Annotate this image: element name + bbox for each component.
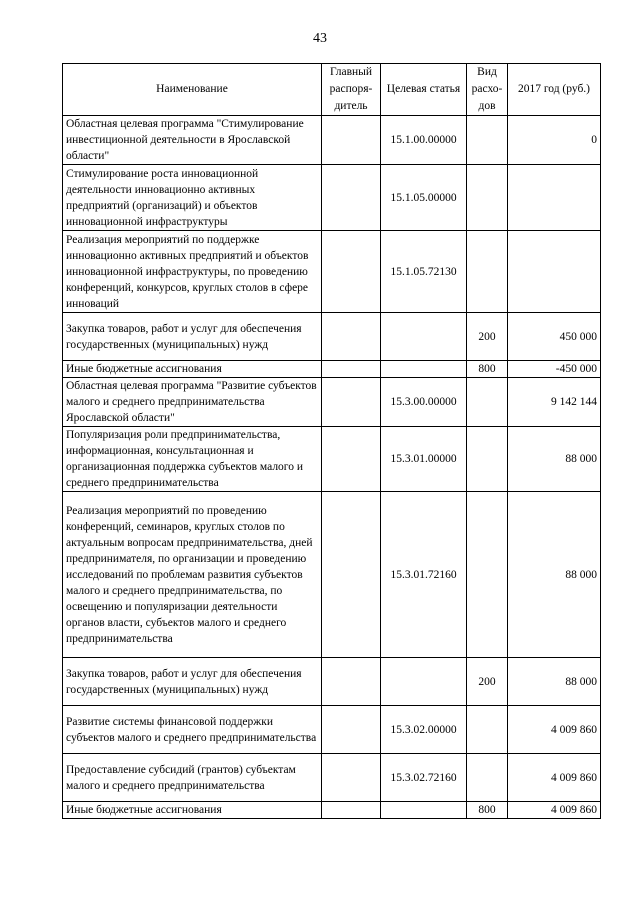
cell-code: 15.3.02.72160 [381,754,467,802]
cell-name: Реализация мероприятий по поддержке инновационно активных предприятий и объектов инновационной инфраструктуры, по проведению конференций, конкурсов, круглых столов в сфере инноваций [63,231,322,313]
cell-type [467,378,508,427]
cell-name: Закупка товаров, работ и услуг для обеспечения государственных (муниципальных) нужд [63,658,322,706]
header-admin: Главный распоря-дитель [322,64,381,116]
cell-code [381,658,467,706]
cell-type [467,706,508,754]
cell-amount: 88 000 [508,658,601,706]
cell-name: Областная целевая программа "Стимулирование инвестиционной деятельности в Ярославской области" [63,116,322,165]
header-code: Целевая статья [381,64,467,116]
cell-amount: 450 000 [508,313,601,361]
cell-type [467,754,508,802]
table-row [63,427,601,492]
cell-code: 15.1.00.00000 [381,116,467,165]
cell-amount: 4 009 860 [508,754,601,802]
cell-name: Иные бюджетные ассигнования [63,802,322,819]
cell-amount: 88 000 [508,492,601,658]
cell-amount: 88 000 [508,427,601,492]
cell-code: 15.3.01.00000 [381,427,467,492]
cell-code: 15.3.01.72160 [381,492,467,658]
cell-name: Областная целевая программа "Развитие субъектов малого и среднего предпринимательства Ярославской области" [63,378,322,427]
cell-type [467,231,508,313]
cell-admin [322,802,381,819]
cell-admin [322,165,381,231]
table-row [63,492,601,658]
cell-amount [508,165,601,231]
cell-amount: 0 [508,116,601,165]
budget-table [62,63,601,819]
cell-type [467,492,508,658]
cell-name: Реализация мероприятий по проведению конференций, семинаров, круглых столов по актуальным вопросам предпринимательства, дней предпринимателя, по организации и проведению исследований по проблемам развития субъектов малого и среднего предпринимательства, по освещению и популяризации деятельности органов власти, субъектов малого и среднего предпринимательства [63,492,322,658]
cell-code [381,313,467,361]
cell-type [467,116,508,165]
cell-type: 200 [467,658,508,706]
table-row [63,754,601,802]
table-row [63,116,601,165]
cell-name: Предоставление субсидий (грантов) субъектам малого и среднего предпринимательства [63,754,322,802]
cell-amount: 9 142 144 [508,378,601,427]
cell-amount: 4 009 860 [508,802,601,819]
header-type: Вид расхо-дов [467,64,508,116]
table-row [63,313,601,361]
cell-type [467,165,508,231]
table-row [63,706,601,754]
cell-admin [322,658,381,706]
cell-name: Иные бюджетные ассигнования [63,361,322,378]
table-row [63,802,601,819]
cell-amount: -450 000 [508,361,601,378]
cell-type: 800 [467,802,508,819]
cell-code: 15.1.05.72130 [381,231,467,313]
cell-amount [508,231,601,313]
cell-admin [322,361,381,378]
cell-code: 15.3.02.00000 [381,706,467,754]
table-row [63,361,601,378]
cell-admin [322,378,381,427]
cell-code [381,361,467,378]
table-row [63,658,601,706]
cell-admin [322,706,381,754]
cell-code: 15.1.05.00000 [381,165,467,231]
table-body [63,116,601,819]
table-row [63,231,601,313]
cell-admin [322,427,381,492]
header-amount: 2017 год (руб.) [508,64,601,116]
table-row [63,165,601,231]
cell-code: 15.3.00.00000 [381,378,467,427]
header-name: Наименование [63,64,322,116]
cell-name: Закупка товаров, работ и услуг для обеспечения государственных (муниципальных) нужд [63,313,322,361]
cell-admin [322,116,381,165]
cell-name: Развитие системы финансовой поддержки субъектов малого и среднего предпринимательства [63,706,322,754]
table-header-row [63,64,601,116]
cell-code [381,802,467,819]
cell-admin [322,492,381,658]
cell-admin [322,231,381,313]
cell-admin [322,754,381,802]
table-row [63,378,601,427]
cell-admin [322,313,381,361]
cell-name: Популяризация роли предпринимательства, информационная, консультационная и организационная поддержка субъектов малого и среднего предпринимательства [63,427,322,492]
cell-type [467,427,508,492]
cell-amount: 4 009 860 [508,706,601,754]
page-number: 43 [313,31,327,46]
cell-type: 800 [467,361,508,378]
cell-type: 200 [467,313,508,361]
cell-name: Стимулирование роста инновационной деятельности инновационно активных предприятий (организаций) и объектов инновационной инфраструктуры [63,165,322,231]
